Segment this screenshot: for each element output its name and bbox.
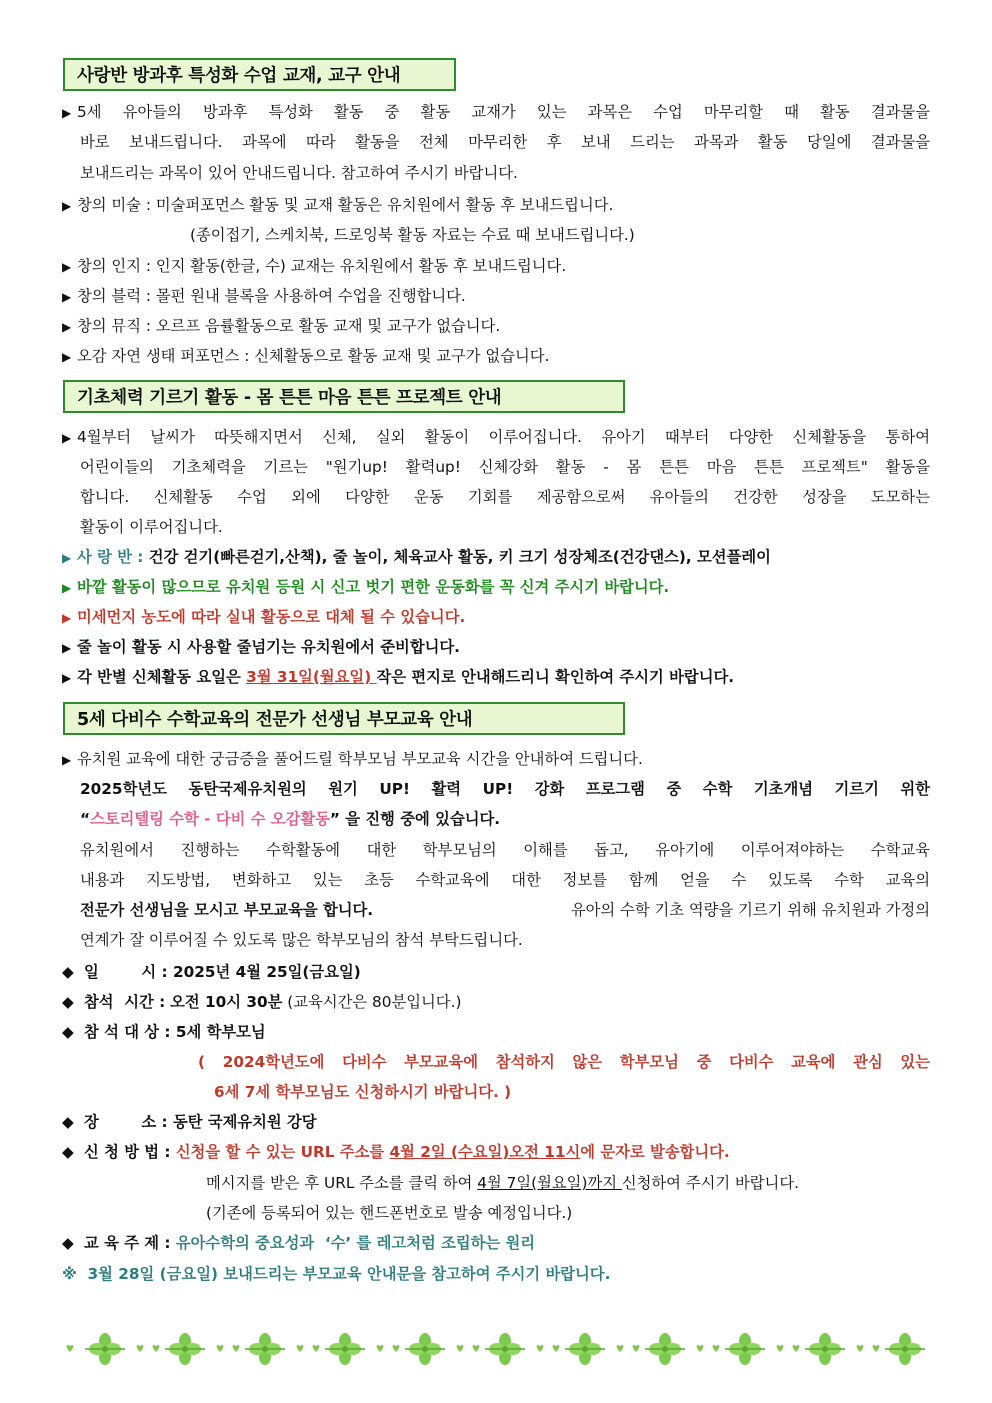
sec3-line-3: “스토리텔링 수학 - 다비 수 오감활동” 을 진행 중에 있습니다. bbox=[80, 810, 501, 828]
sec1-item-art: ▶ 창의 미술 : 미술퍼포먼스 활동 및 교재 활동은 유치원에서 활동 후 보내드립니다. bbox=[62, 194, 613, 217]
clover-icon bbox=[457, 1333, 525, 1365]
sec2-class-activities: ▶ 사 랑 반 : 건강 걷기(빠른걷기,산책), 줄 놀이, 체육교사 활동, 키 크기 성장체조(건강댄스), 모션플레이 bbox=[62, 546, 771, 569]
section-title-afterschool: 사랑반 방과후 특성화 수업 교재, 교구 안내 bbox=[63, 58, 456, 91]
diamond-icon: ◆ bbox=[62, 1023, 74, 1041]
clover-icon bbox=[777, 1333, 845, 1365]
sec3-target-note-1: ( 2024학년도에 다비수 부모교육에 참석하지 않은 학부모님 중 다비수 교육에 관심 있는 bbox=[198, 1053, 930, 1071]
sec2-intro-line-4: 활동이 이루어집니다. bbox=[80, 518, 223, 536]
sec3-reference-note: ※ 3월 28일 (금요일) 보내드리는 부모교육 안내문을 참고하여 주시기 바랍니다. bbox=[62, 1265, 611, 1283]
sec2-dust-notice: ▶ 미세먼지 농도에 따라 실내 활동으로 대체 될 수 있습니다. bbox=[62, 606, 465, 629]
arrow-icon: ▶ bbox=[62, 290, 72, 304]
arrow-icon: ▶ bbox=[62, 641, 72, 655]
arrow-icon: ▶ bbox=[62, 350, 72, 364]
clover-icon bbox=[857, 1333, 925, 1365]
sec2-intro-line-1: ▶ 4월부터 날씨가 따뜻해지면서 신체, 실외 활동이 이루어집니다. 유아기 때부터 다양한 신체활동을 통하여 bbox=[62, 426, 930, 449]
storytelling-highlight: 스토리텔링 수학 - 다비 수 오감활동 bbox=[90, 810, 330, 828]
clover-icon bbox=[617, 1333, 685, 1365]
sec2-intro-line-2: 어린이들의 기초체력을 기르는 "원기up! 활력up! 신체강화 활동 - 몸 튼튼 마음 튼튼 프로젝트" 활동을 bbox=[80, 458, 930, 476]
sec3-date: ◆ 일 시 : 2025년 4월 25일(금요일) bbox=[62, 963, 361, 981]
sec1-item-block: ▶ 창의 블럭 : 몰펀 원내 블록을 사용하여 수업을 진행합니다. bbox=[62, 285, 466, 308]
diamond-icon: ◆ bbox=[62, 1113, 74, 1131]
diamond-icon: ◆ bbox=[62, 993, 74, 1011]
arrow-icon: ▶ bbox=[62, 551, 72, 565]
diamond-icon: ◆ bbox=[62, 1234, 74, 1252]
arrow-icon: ▶ bbox=[62, 199, 72, 213]
sec3-line-1: ▶ 유치원 교육에 대한 궁금증을 풀어드릴 학부모님 부모교육 시간을 안내하여 드립니다. bbox=[62, 748, 643, 771]
clover-icon bbox=[297, 1333, 365, 1365]
sec3-apply: ◆ 신 청 방 법 : 신청을 할 수 있는 URL 주소를 4월 2일 (수요일)오전 11시에 문자로 발송합니다. bbox=[62, 1143, 730, 1161]
section-title-fitness: 기초체력 기르기 활동 - 몸 튼튼 마음 튼튼 프로젝트 안내 bbox=[63, 380, 625, 413]
sec3-line-5: 내용과 지도방법, 변화하고 있는 초등 수학교육에 대한 정보를 함께 얻을 수 있도록 수학 교육의 bbox=[80, 871, 930, 889]
sec1-item-cognitive: ▶ 창의 인지 : 인지 활동(한글, 수) 교재는 유치원에서 활동 후 보내드립니다. bbox=[62, 255, 566, 278]
arrow-icon: ▶ bbox=[62, 431, 72, 445]
sec1-intro-line-2: 바로 보내드립니다. 과목에 따라 활동을 전체 마무리한 후 보내 드리는 과목과 활동 당일에 결과물을 bbox=[80, 133, 930, 151]
sec3-topic: ◆ 교 육 주 제 : 유아수학의 중요성과 ‘수’ 를 레고처럼 조립하는 원리 bbox=[62, 1234, 536, 1252]
sec2-rope-notice: ▶ 줄 놀이 활동 시 사용할 줄넘기는 유치원에서 준비합니다. bbox=[62, 636, 460, 659]
sec2-intro-line-3: 합니다. 신체활동 수업 외에 다양한 운동 기회를 제공함으로써 유아들의 건강한 성장을 도모하는 bbox=[80, 488, 930, 506]
sec3-line-6: 전문가 선생님을 모시고 부모교육을 합니다. 유아의 수학 기초 역량을 기르기 위해 유치원과 가정의 bbox=[80, 901, 930, 919]
sec3-line-2: 2025학년도 동탄국제유치원의 원기 UP! 활력 UP! 강화 프로그램 중 수학 기초개념 기르기 위한 bbox=[80, 780, 930, 798]
clover-border-decoration bbox=[60, 1326, 932, 1372]
arrow-icon: ▶ bbox=[62, 753, 72, 767]
sec3-target: ◆ 참 석 대 상 : 5세 학부모님 bbox=[62, 1023, 266, 1041]
diamond-icon: ◆ bbox=[62, 1143, 74, 1161]
arrow-icon: ▶ bbox=[62, 581, 72, 595]
sec1-intro-line-3: 보내드리는 과목이 있어 안내드립니다. 참고하여 주시기 바랍니다. bbox=[80, 164, 518, 182]
clover-icon bbox=[697, 1333, 765, 1365]
sec3-apply-line-2: 메시지를 받은 후 URL 주소를 클릭 하여 4월 7일(월요일)까지 신청하여 주시기 바랍니다. bbox=[206, 1174, 799, 1192]
clover-icon bbox=[217, 1333, 285, 1365]
sec3-target-note-2: 6세 7세 학부모님도 신청하시기 바랍니다. ) bbox=[214, 1083, 512, 1101]
sec3-line-7: 연계가 잘 이루어질 수 있도록 많은 학부모님의 참석 부탁드립니다. bbox=[80, 931, 523, 949]
sec1-item-music: ▶ 창의 뮤직 : 오르프 음률활동으로 활동 교재 및 교구가 없습니다. bbox=[62, 315, 500, 338]
day-date-highlight: 3월 31일(월요일) bbox=[246, 668, 377, 686]
arrow-icon: ▶ bbox=[62, 320, 72, 334]
arrow-icon: ▶ bbox=[62, 106, 72, 120]
sec1-item-nature: ▶ 오감 자연 생태 퍼포먼스 : 신체활동으로 활동 교재 및 교구가 없습니다. bbox=[62, 345, 549, 368]
clover-icon bbox=[377, 1333, 445, 1365]
sec3-line-4: 유치원에서 진행하는 수학활동에 대한 학부모님의 이해를 돕고, 유아기에 이루어져야하는 수학교육 bbox=[80, 841, 930, 859]
section-title-math-education: 5세 다비수 수학교육의 전문가 선생님 부모교육 안내 bbox=[63, 702, 625, 735]
clover-icon bbox=[67, 1333, 125, 1365]
diamond-icon: ◆ bbox=[62, 963, 74, 981]
arrow-icon: ▶ bbox=[62, 671, 72, 685]
sec3-place: ◆ 장 소 : 동탄 국제유치원 강당 bbox=[62, 1113, 317, 1131]
clover-icon bbox=[537, 1333, 605, 1365]
arrow-icon: ▶ bbox=[62, 260, 72, 274]
sec1-intro-line-1: ▶ 5세 유아들의 방과후 특성화 활동 중 활동 교재가 있는 과목은 수업 마무리할 때 활동 결과물을 bbox=[62, 101, 930, 124]
sec2-day-notice: ▶ 각 반별 신체활동 요일은 3월 31일(월요일) 작은 편지로 안내해드리니 확인하여 주시기 바랍니다. bbox=[62, 666, 734, 689]
sec3-apply-line-3: (기존에 등록되어 있는 핸드폰번호로 발송 예정입니다.) bbox=[206, 1204, 573, 1222]
sec3-time: ◆ 참석 시간 : 오전 10시 30분 (교육시간은 80분입니다.) bbox=[62, 993, 462, 1011]
sec1-item-art-note: (종이접기, 스케치북, 드로잉북 활동 자료는 수료 때 보내드립니다.) bbox=[190, 226, 635, 244]
arrow-icon: ▶ bbox=[62, 611, 72, 625]
clover-icon bbox=[137, 1333, 205, 1365]
sec2-shoes-notice: ▶ 바깥 활동이 많으므로 유치원 등원 시 신고 벗기 편한 운동화를 꼭 신겨 주시기 바랍니다. bbox=[62, 576, 669, 599]
